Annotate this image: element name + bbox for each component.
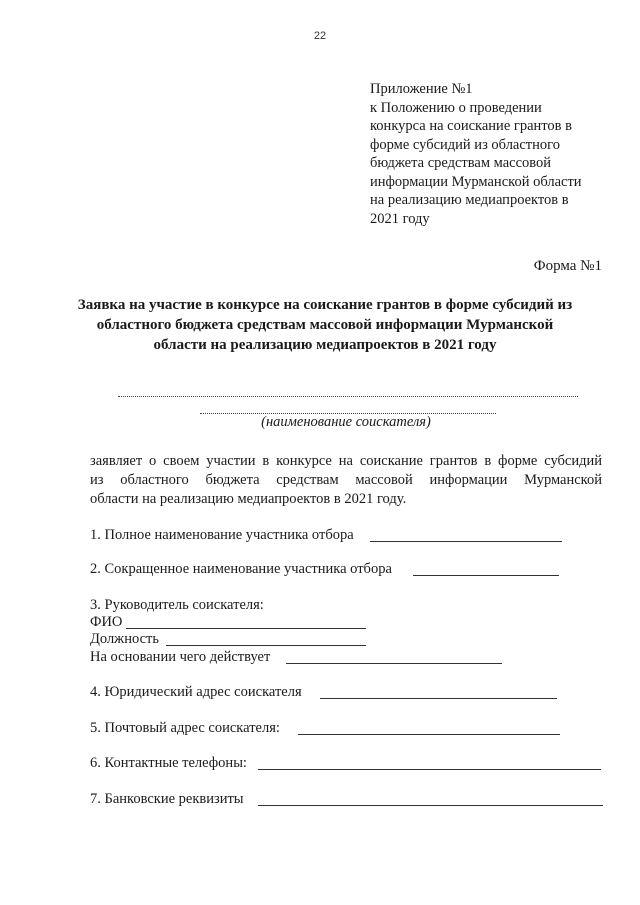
- document-title: [75, 295, 575, 355]
- title-line: области на реализацию медиапроектов в 2021 году: [153, 337, 497, 353]
- applicant-name-caption: (наименование соискателя): [261, 414, 431, 430]
- short-name-label: 2. Сокращенное наименование участника отбора: [90, 561, 392, 577]
- appendix-line: конкурса на соискание грантов в: [370, 118, 572, 134]
- bank-details-input-line[interactable]: [258, 805, 603, 806]
- appendix-line: информации Мурманской области: [370, 173, 582, 190]
- head-label: 3. Руководитель соискателя:: [90, 597, 264, 613]
- postal-address-input-line[interactable]: [298, 734, 560, 735]
- appendix-line: форме субсидий из областного: [370, 136, 560, 153]
- legal-address-input-line[interactable]: [320, 698, 557, 699]
- fio-input-line[interactable]: [126, 628, 366, 629]
- full-name-input-line[interactable]: [370, 541, 562, 542]
- statement-line: заявляет о своем участии в конкурсе на соискание грантов в форме субсидий: [90, 453, 602, 469]
- bank-details-label: 7. Банковские реквизиты: [90, 791, 244, 807]
- statement-paragraph: [90, 452, 602, 509]
- basis-label: На основании чего действует: [90, 649, 271, 665]
- form-label: Форма №1: [533, 258, 602, 274]
- short-name-input-line[interactable]: [413, 575, 559, 576]
- position-label: Должность: [90, 631, 159, 647]
- postal-address-label: 5. Почтовый адрес соискателя:: [90, 720, 280, 736]
- phones-input-line[interactable]: [258, 769, 601, 770]
- legal-address-label: 4. Юридический адрес соискателя: [90, 684, 302, 700]
- position-input-line[interactable]: [166, 645, 366, 646]
- applicant-name-line-1[interactable]: [118, 396, 578, 397]
- phones-label: 6. Контактные телефоны:: [90, 755, 247, 771]
- statement-line: из областного бюджета средствам массовой информации Мурманской: [90, 472, 602, 488]
- appendix-line: Приложение №1: [370, 81, 473, 97]
- statement-line: области на реализацию медиапроектов в 2021 году.: [90, 491, 407, 507]
- full-name-label: 1. Полное наименование участника отбора: [90, 527, 354, 543]
- appendix-line: бюджета средствам массовой: [370, 155, 552, 171]
- appendix-line: к Положению о проведении: [370, 99, 542, 116]
- title-line: областного бюджета средствам массовой информации Мурманской: [96, 317, 554, 333]
- appendix-line: 2021 году: [370, 210, 430, 227]
- title-line: Заявка на участие в конкурсе на соискание грантов в форме субсидий из: [77, 297, 573, 313]
- page-number: 22: [313, 30, 327, 42]
- fio-label: ФИО: [90, 614, 123, 630]
- appendix-header: [370, 80, 610, 228]
- appendix-line: на реализацию медиапроектов в: [370, 192, 569, 208]
- basis-input-line[interactable]: [286, 663, 502, 664]
